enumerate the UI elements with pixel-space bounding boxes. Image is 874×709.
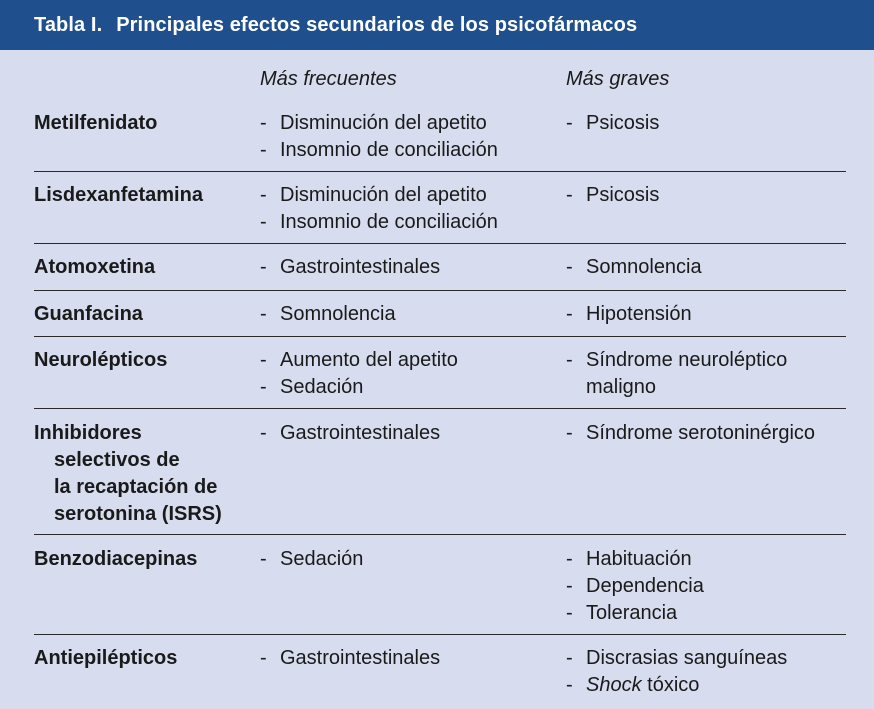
- row-divider: [34, 408, 846, 409]
- drug-name: [34, 347, 244, 374]
- frequent-effects: [260, 301, 396, 328]
- bullet-dash: -: [566, 548, 573, 570]
- row-divider: [34, 336, 846, 337]
- drug-name-line: Metilfenidato: [34, 112, 158, 134]
- bullet-dash: -: [260, 303, 267, 325]
- drug-name-line: Neurolépticos: [34, 349, 168, 371]
- header-frequent: Más frecuentes: [260, 68, 397, 90]
- list-item: [260, 110, 498, 137]
- list-item: [260, 347, 458, 374]
- serious-effects: [566, 182, 856, 209]
- item-text: Sedación: [280, 548, 364, 570]
- serious-effects: [566, 301, 856, 328]
- item-text: Disminución del apetito: [280, 112, 487, 134]
- bullet-dash: -: [260, 647, 267, 669]
- bullet-dash: -: [260, 184, 267, 206]
- item-text: Hipotensión: [586, 303, 692, 325]
- item-text: Psicosis: [586, 112, 660, 134]
- row-divider: [34, 171, 846, 172]
- serious-effects: [566, 110, 856, 137]
- drug-name-line: Guanfacina: [34, 303, 143, 325]
- frequent-effects: [260, 546, 363, 573]
- drug-name-line: Atomoxetina: [34, 256, 156, 278]
- list-item: [566, 254, 856, 281]
- frequent-effects: [260, 110, 498, 164]
- item-text: Gastrointestinales: [280, 422, 441, 444]
- bullet-dash: -: [566, 256, 573, 278]
- item-text: Gastrointestinales: [280, 647, 441, 669]
- column-headers: [0, 68, 874, 98]
- list-item: [566, 645, 856, 672]
- drug-name: [34, 301, 244, 328]
- drug-name-line: la recaptación de: [54, 476, 218, 498]
- item-text: Dependencia: [586, 575, 704, 597]
- row-divider: [34, 634, 846, 635]
- list-item: [260, 182, 498, 209]
- item-text: Discrasias sanguíneas: [586, 647, 788, 669]
- row-divider: [34, 290, 846, 291]
- drug-name-line: serotonina (ISRS): [54, 503, 222, 525]
- drug-name-line: Inhibidores: [34, 422, 142, 444]
- bullet-dash: -: [566, 602, 573, 624]
- drug-name-line: Lisdexanfetamina: [34, 184, 203, 206]
- item-text: Insomnio de conciliación: [280, 139, 498, 161]
- table-label: Tabla I.: [34, 13, 103, 36]
- list-item: [260, 209, 498, 236]
- item-text: Síndrome serotoninérgico: [586, 422, 816, 444]
- list-item: [566, 301, 856, 328]
- list-item: [260, 546, 363, 573]
- table-title: Principales efectos secundarios de los psicofármacos: [116, 13, 638, 36]
- serious-effects: [566, 546, 856, 627]
- bullet-dash: -: [566, 575, 573, 597]
- list-item: [260, 420, 440, 447]
- frequent-effects: [260, 645, 440, 672]
- row-divider: [34, 534, 846, 535]
- item-text: Gastrointestinales: [280, 256, 441, 278]
- list-item: [260, 301, 396, 328]
- item-text: Síndrome neuroléptico maligno: [586, 349, 788, 398]
- bullet-dash: -: [566, 184, 573, 206]
- bullet-dash: -: [260, 349, 267, 371]
- serious-effects: [566, 645, 856, 699]
- list-item: [566, 347, 856, 401]
- item-text: Sedación: [280, 376, 364, 398]
- bullet-dash: -: [566, 349, 573, 371]
- italic-term: Shock: [586, 674, 642, 696]
- bullet-dash: -: [566, 674, 573, 696]
- list-item: [260, 374, 458, 401]
- item-text: Psicosis: [586, 184, 660, 206]
- item-text: Somnolencia: [586, 256, 702, 278]
- bullet-dash: -: [260, 422, 267, 444]
- item-text: Aumento del apetito: [280, 349, 458, 371]
- frequent-effects: [260, 347, 458, 401]
- item-text: Habituación: [586, 548, 692, 570]
- item-text: Somnolencia: [280, 303, 396, 325]
- frequent-effects: [260, 254, 440, 281]
- list-item: [566, 420, 856, 447]
- list-item: [260, 254, 440, 281]
- list-item: [566, 600, 856, 627]
- drug-name: [34, 546, 244, 573]
- bullet-dash: -: [566, 112, 573, 134]
- drug-name: [34, 645, 244, 672]
- item-text: tóxico: [641, 674, 700, 696]
- list-item: [260, 137, 498, 164]
- table-content: [0, 50, 874, 709]
- bullet-dash: -: [260, 256, 267, 278]
- bullet-dash: -: [566, 303, 573, 325]
- bullet-dash: -: [566, 422, 573, 444]
- serious-effects: [566, 347, 856, 401]
- drug-name-line: Antiepilépticos: [34, 647, 178, 669]
- bullet-dash: -: [260, 112, 267, 134]
- header-serious: Más graves: [566, 68, 670, 90]
- serious-effects: [566, 420, 856, 447]
- item-text: Tolerancia: [586, 602, 678, 624]
- frequent-effects: [260, 420, 440, 447]
- bullet-dash: -: [260, 548, 267, 570]
- bullet-dash: -: [260, 376, 267, 398]
- list-item: [566, 182, 856, 209]
- frequent-effects: [260, 182, 498, 236]
- drug-name: [34, 420, 244, 528]
- bullet-dash: -: [566, 647, 573, 669]
- drug-name-line: Benzodiacepinas: [34, 548, 198, 570]
- list-item: [566, 110, 856, 137]
- list-item: [566, 672, 856, 699]
- list-item: [566, 573, 856, 600]
- drug-name: [34, 182, 244, 209]
- serious-effects: [566, 254, 856, 281]
- drug-name: [34, 110, 244, 137]
- bullet-dash: -: [260, 211, 267, 233]
- bullet-dash: -: [260, 139, 267, 161]
- item-text: Disminución del apetito: [280, 184, 487, 206]
- row-divider: [34, 243, 846, 244]
- drug-name-line: selectivos de: [54, 449, 180, 471]
- item-text: Insomnio de conciliación: [280, 211, 498, 233]
- list-item: [260, 645, 440, 672]
- table-title-bar: [0, 0, 874, 50]
- list-item: [566, 546, 856, 573]
- drug-name: [34, 254, 244, 281]
